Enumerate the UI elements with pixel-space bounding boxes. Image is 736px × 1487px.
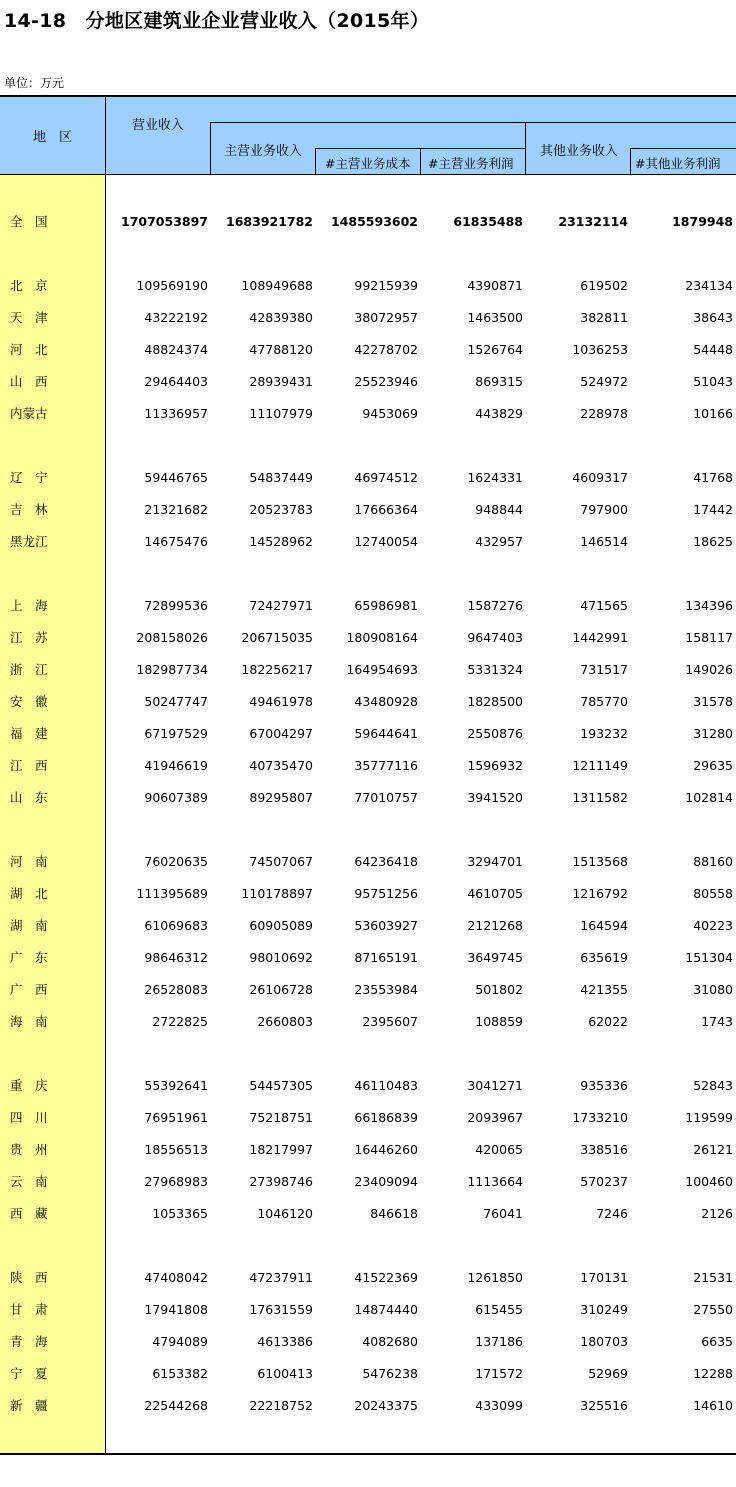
table-row	[0, 590, 736, 622]
value-cell: 76041	[483, 1206, 523, 1221]
value-cell: 29635	[693, 758, 733, 773]
value-cell: 108949688	[241, 278, 313, 293]
header-vline-2	[315, 148, 316, 174]
value-cell: 110178897	[241, 886, 313, 901]
region-cell: 河 南	[10, 854, 48, 869]
value-cell: 18625	[693, 534, 733, 549]
table-row	[0, 782, 736, 814]
value-cell: 382811	[580, 310, 628, 325]
page-title: 14-18 分地区建筑业企业营业收入（2015年）	[4, 10, 430, 32]
value-cell: 1442991	[572, 630, 628, 645]
value-cell: 67197529	[144, 726, 208, 741]
value-cell: 1463500	[467, 310, 523, 325]
value-cell: 1526764	[467, 342, 523, 357]
value-cell: 59446765	[144, 470, 208, 485]
value-cell: 2550876	[467, 726, 523, 741]
value-cell: 2126	[701, 1206, 733, 1221]
value-cell: 108859	[475, 1014, 523, 1029]
region-cell: 浙 江	[10, 662, 48, 677]
value-cell: 100460	[685, 1174, 733, 1189]
value-cell: 1513568	[572, 854, 628, 869]
region-cell: 新 疆	[10, 1398, 48, 1413]
value-cell: 41946619	[144, 758, 208, 773]
value-cell: 2395607	[362, 1014, 418, 1029]
value-cell: 11107979	[249, 406, 313, 421]
table-row	[0, 1134, 736, 1166]
value-cell: 193232	[580, 726, 628, 741]
value-cell: 26121	[693, 1142, 733, 1157]
table-row	[0, 1198, 736, 1230]
value-cell: 6153382	[152, 1366, 208, 1381]
value-cell: 1707053897	[121, 214, 208, 229]
value-cell: 16446260	[354, 1142, 418, 1157]
value-cell: 433099	[475, 1398, 523, 1413]
value-cell: 55392641	[144, 1078, 208, 1093]
table-row	[0, 974, 736, 1006]
table-row	[0, 686, 736, 718]
region-cell: 西 藏	[10, 1206, 48, 1221]
table-row	[0, 718, 736, 750]
value-cell: 27550	[693, 1302, 733, 1317]
value-cell: 10166	[693, 406, 733, 421]
value-cell: 2093967	[467, 1110, 523, 1125]
header-main-cost: #主营业务成本	[325, 156, 411, 171]
value-cell: 27398746	[249, 1174, 313, 1189]
region-cell: 广 东	[10, 950, 48, 965]
value-cell: 570237	[580, 1174, 628, 1189]
region-cell: 天 津	[10, 310, 48, 325]
value-cell: 40735470	[249, 758, 313, 773]
value-cell: 14528962	[249, 534, 313, 549]
value-cell: 54448	[693, 342, 733, 357]
value-cell: 9647403	[467, 630, 523, 645]
value-cell: 87165191	[354, 950, 418, 965]
region-cell: 湖 北	[10, 886, 48, 901]
table-top-border	[0, 95, 736, 97]
value-cell: 46974512	[354, 470, 418, 485]
value-cell: 420065	[475, 1142, 523, 1157]
table-row	[0, 1326, 736, 1358]
value-cell: 18556513	[144, 1142, 208, 1157]
header-vline-3	[420, 148, 421, 174]
value-cell: 4390871	[467, 278, 523, 293]
value-cell: 869315	[475, 374, 523, 389]
region-cell: 云 南	[10, 1174, 48, 1189]
region-cell: 河 北	[10, 342, 48, 357]
value-cell: 12288	[693, 1366, 733, 1381]
value-cell: 66186839	[354, 1110, 418, 1125]
value-cell: 615455	[475, 1302, 523, 1317]
region-cell: 山 东	[10, 790, 48, 805]
value-cell: 41768	[693, 470, 733, 485]
value-cell: 1743	[701, 1014, 733, 1029]
value-cell: 4082680	[362, 1334, 418, 1349]
value-cell: 12740054	[354, 534, 418, 549]
table-row	[0, 366, 736, 398]
value-cell: 338516	[580, 1142, 628, 1157]
value-cell: 52843	[693, 1078, 733, 1093]
value-cell: 948844	[475, 502, 523, 517]
value-cell: 619502	[580, 278, 628, 293]
header-main-revenue: 主营业务收入	[224, 144, 303, 159]
value-cell: 17631559	[249, 1302, 313, 1317]
value-cell: 1211149	[572, 758, 628, 773]
value-cell: 3941520	[467, 790, 523, 805]
value-cell: 22544268	[144, 1398, 208, 1413]
table-row	[0, 462, 736, 494]
value-cell: 102814	[685, 790, 733, 805]
region-cell: 内蒙古	[10, 406, 48, 421]
value-cell: 1485593602	[331, 214, 418, 229]
value-cell: 38072957	[354, 310, 418, 325]
value-cell: 2121268	[467, 918, 523, 933]
region-cell: 青 海	[10, 1334, 48, 1349]
unit-label: 单位：万元	[4, 76, 65, 90]
value-cell: 635619	[580, 950, 628, 965]
value-cell: 170131	[580, 1270, 628, 1285]
value-cell: 182256217	[241, 662, 313, 677]
value-cell: 98010692	[249, 950, 313, 965]
table-row	[0, 334, 736, 366]
value-cell: 26528083	[144, 982, 208, 997]
value-cell: 72427971	[249, 598, 313, 613]
value-cell: 65986981	[354, 598, 418, 613]
value-cell: 21531	[693, 1270, 733, 1285]
value-cell: 14610	[693, 1398, 733, 1413]
value-cell: 4794089	[152, 1334, 208, 1349]
region-cell: 四 川	[10, 1110, 48, 1125]
region-cell: 海 南	[10, 1014, 48, 1029]
value-cell: 14874440	[354, 1302, 418, 1317]
value-cell: 6635	[701, 1334, 733, 1349]
table-row	[0, 1358, 736, 1390]
value-cell: 3041271	[467, 1078, 523, 1093]
table-row	[0, 846, 736, 878]
value-cell: 524972	[580, 374, 628, 389]
value-cell: 17941808	[144, 1302, 208, 1317]
value-cell: 76020635	[144, 854, 208, 869]
region-cell: 上 海	[10, 598, 48, 613]
value-cell: 2722825	[152, 1014, 208, 1029]
value-cell: 90607389	[144, 790, 208, 805]
value-cell: 1216792	[572, 886, 628, 901]
table-row	[0, 1102, 736, 1134]
value-cell: 4609317	[572, 470, 628, 485]
region-cell: 湖 南	[10, 918, 48, 933]
region-cell: 江 苏	[10, 630, 48, 645]
value-cell: 310249	[580, 1302, 628, 1317]
region-cell: 宁 夏	[10, 1366, 48, 1381]
value-cell: 50247747	[144, 694, 208, 709]
value-cell: 109569190	[136, 278, 208, 293]
value-cell: 74507067	[249, 854, 313, 869]
table-row	[0, 910, 736, 942]
value-cell: 7246	[596, 1206, 628, 1221]
value-cell: 35777116	[354, 758, 418, 773]
value-cell: 180908164	[346, 630, 418, 645]
region-cell: 黑龙江	[10, 534, 48, 549]
value-cell: 42839380	[249, 310, 313, 325]
value-cell: 134396	[685, 598, 733, 613]
value-cell: 42278702	[354, 342, 418, 357]
value-cell: 59644641	[354, 726, 418, 741]
value-cell: 98646312	[144, 950, 208, 965]
value-cell: 228978	[580, 406, 628, 421]
table-row	[0, 494, 736, 526]
value-cell: 9453069	[362, 406, 418, 421]
region-cell: 北 京	[10, 278, 48, 293]
value-cell: 11336957	[144, 406, 208, 421]
value-cell: 52969	[588, 1366, 628, 1381]
region-cell: 陕 西	[10, 1270, 48, 1285]
table-row	[0, 526, 736, 558]
table-row	[0, 398, 736, 430]
value-cell: 67004297	[249, 726, 313, 741]
value-cell: 1113664	[467, 1174, 523, 1189]
value-cell: 31578	[693, 694, 733, 709]
value-cell: 64236418	[354, 854, 418, 869]
value-cell: 53603927	[354, 918, 418, 933]
value-cell: 20243375	[354, 1398, 418, 1413]
region-cell: 广 西	[10, 982, 48, 997]
value-cell: 18217997	[249, 1142, 313, 1157]
value-cell: 111395689	[136, 886, 208, 901]
value-cell: 471565	[580, 598, 628, 613]
value-cell: 5331324	[467, 662, 523, 677]
value-cell: 38643	[693, 310, 733, 325]
value-cell: 119599	[685, 1110, 733, 1125]
value-cell: 5476238	[362, 1366, 418, 1381]
value-cell: 1828500	[467, 694, 523, 709]
table-row	[0, 1006, 736, 1038]
region-cell: 辽 宁	[10, 470, 48, 485]
value-cell: 4613386	[257, 1334, 313, 1349]
region-cell: 重 庆	[10, 1078, 48, 1093]
value-cell: 23553984	[354, 982, 418, 997]
value-cell: 164594	[580, 918, 628, 933]
value-cell: 180703	[580, 1334, 628, 1349]
region-cell: 江 西	[10, 758, 48, 773]
value-cell: 137186	[475, 1334, 523, 1349]
value-cell: 17666364	[354, 502, 418, 517]
header-divider-1	[210, 122, 736, 123]
value-cell: 76951961	[144, 1110, 208, 1125]
value-cell: 731517	[580, 662, 628, 677]
header-divider-3	[630, 148, 736, 149]
value-cell: 1311582	[572, 790, 628, 805]
value-cell: 61835488	[453, 214, 523, 229]
table-row	[0, 1262, 736, 1294]
value-cell: 77010757	[354, 790, 418, 805]
value-cell: 164954693	[346, 662, 418, 677]
value-cell: 171572	[475, 1366, 523, 1381]
value-cell: 1046120	[257, 1206, 313, 1221]
header-bottom-border	[0, 174, 736, 175]
region-cell: 全 国	[10, 214, 48, 229]
value-cell: 29464403	[144, 374, 208, 389]
value-cell: 432957	[475, 534, 523, 549]
value-cell: 23409094	[354, 1174, 418, 1189]
total-row	[0, 206, 736, 238]
header-vline-4	[525, 122, 526, 174]
table-bottom-border	[0, 1453, 736, 1455]
value-cell: 3649745	[467, 950, 523, 965]
value-cell: 47237911	[249, 1270, 313, 1285]
value-cell: 26106728	[249, 982, 313, 997]
table-row	[0, 270, 736, 302]
value-cell: 501802	[475, 982, 523, 997]
value-cell: 28939431	[249, 374, 313, 389]
value-cell: 49461978	[249, 694, 313, 709]
value-cell: 206715035	[241, 630, 313, 645]
table-row	[0, 1294, 736, 1326]
value-cell: 51043	[693, 374, 733, 389]
value-cell: 25523946	[354, 374, 418, 389]
value-cell: 88160	[693, 854, 733, 869]
value-cell: 17442	[693, 502, 733, 517]
value-cell: 43222192	[144, 310, 208, 325]
header-main-profit: #主营业务利润	[428, 156, 514, 171]
value-cell: 1036253	[572, 342, 628, 357]
value-cell: 20523783	[249, 502, 313, 517]
value-cell: 54457305	[249, 1078, 313, 1093]
value-cell: 1587276	[467, 598, 523, 613]
value-cell: 22218752	[249, 1398, 313, 1413]
value-cell: 2660803	[257, 1014, 313, 1029]
value-cell: 935336	[580, 1078, 628, 1093]
value-cell: 443829	[475, 406, 523, 421]
table-row	[0, 750, 736, 782]
table-row	[0, 1166, 736, 1198]
value-cell: 80558	[693, 886, 733, 901]
value-cell: 21321682	[144, 502, 208, 517]
value-cell: 234134	[685, 278, 733, 293]
value-cell: 43480928	[354, 694, 418, 709]
value-cell: 149026	[685, 662, 733, 677]
value-cell: 89295807	[249, 790, 313, 805]
value-cell: 1733210	[572, 1110, 628, 1125]
value-cell: 40223	[693, 918, 733, 933]
region-cell: 安 徽	[10, 694, 48, 709]
table-row	[0, 1390, 736, 1422]
header-region: 地 区	[33, 130, 73, 145]
value-cell: 31080	[693, 982, 733, 997]
value-cell: 1596932	[467, 758, 523, 773]
header-vline-1	[210, 122, 211, 174]
region-cell: 甘 肃	[10, 1302, 48, 1317]
value-cell: 75218751	[249, 1110, 313, 1125]
value-cell: 72899536	[144, 598, 208, 613]
value-cell: 421355	[580, 982, 628, 997]
value-cell: 41522369	[354, 1270, 418, 1285]
value-cell: 325516	[580, 1398, 628, 1413]
header-revenue: 营业收入	[132, 118, 185, 133]
header-other-revenue: 其他业务收入	[540, 144, 619, 159]
value-cell: 1261850	[467, 1270, 523, 1285]
table-row	[0, 1070, 736, 1102]
value-cell: 1683921782	[226, 214, 313, 229]
table-row	[0, 302, 736, 334]
value-cell: 54837449	[249, 470, 313, 485]
value-cell: 4610705	[467, 886, 523, 901]
value-cell: 3294701	[467, 854, 523, 869]
value-cell: 23132114	[558, 214, 628, 229]
value-cell: 1624331	[467, 470, 523, 485]
region-cell: 福 建	[10, 726, 48, 741]
value-cell: 158117	[685, 630, 733, 645]
value-cell: 1879948	[672, 214, 733, 229]
table-row	[0, 878, 736, 910]
value-cell: 151304	[685, 950, 733, 965]
value-cell: 47408042	[144, 1270, 208, 1285]
value-cell: 60905089	[249, 918, 313, 933]
table-row	[0, 654, 736, 686]
value-cell: 61069683	[144, 918, 208, 933]
table-row	[0, 942, 736, 974]
value-cell: 47788120	[249, 342, 313, 357]
table-row	[0, 622, 736, 654]
value-cell: 182987734	[136, 662, 208, 677]
value-cell: 6100413	[257, 1366, 313, 1381]
value-cell: 95751256	[354, 886, 418, 901]
value-cell: 208158026	[136, 630, 208, 645]
value-cell: 146514	[580, 534, 628, 549]
value-cell: 797900	[580, 502, 628, 517]
value-cell: 27968983	[144, 1174, 208, 1189]
region-cell: 贵 州	[10, 1142, 48, 1157]
header-vline-5	[630, 148, 631, 174]
value-cell: 1053365	[152, 1206, 208, 1221]
region-cell: 山 西	[10, 374, 48, 389]
value-cell: 62022	[588, 1014, 628, 1029]
value-cell: 46110483	[354, 1078, 418, 1093]
value-cell: 48824374	[144, 342, 208, 357]
value-cell: 31280	[693, 726, 733, 741]
value-cell: 785770	[580, 694, 628, 709]
value-cell: 846618	[370, 1206, 418, 1221]
region-cell: 吉 林	[10, 502, 48, 517]
value-cell: 99215939	[354, 278, 418, 293]
header-other-profit: #其他业务利润	[635, 156, 721, 171]
value-cell: 14675476	[144, 534, 208, 549]
